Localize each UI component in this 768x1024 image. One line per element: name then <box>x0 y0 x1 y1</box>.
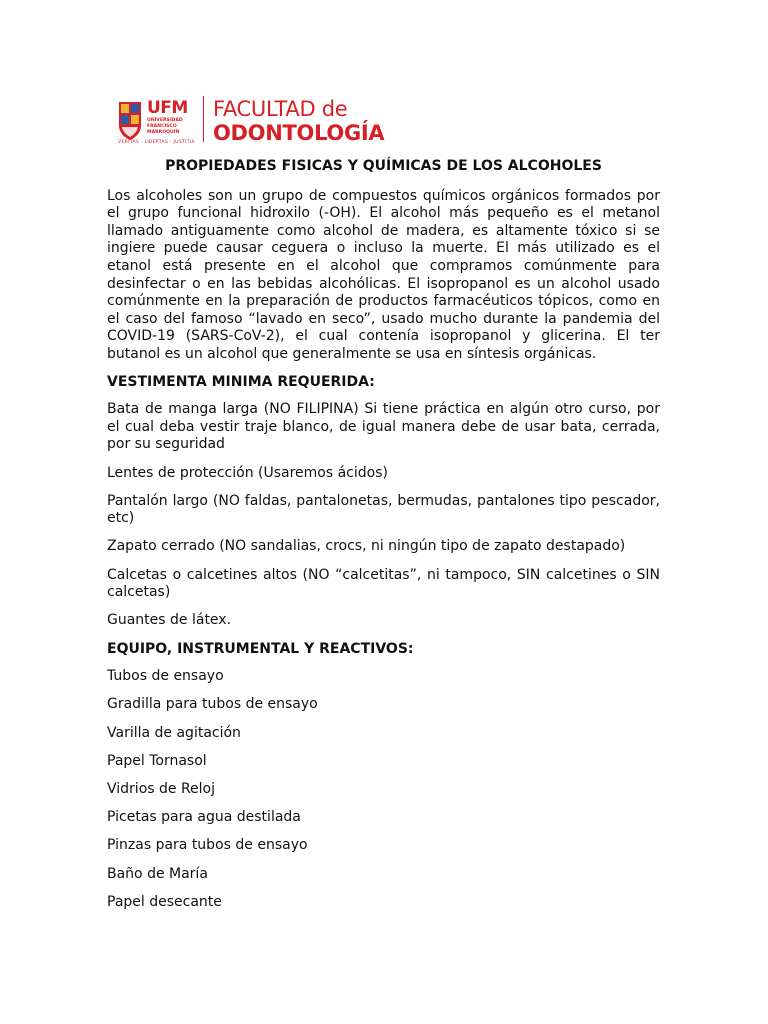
equipment-heading: EQUIPO, INSTRUMENTAL Y REACTIVOS: <box>107 640 414 657</box>
clothing-item: Bata de manga larga (NO FILIPINA) Si tiene práctica en algún otro curso, por el cual deba vestir traje blanco, de igual manera debe de usar bata, cerrada, por su seguridad <box>107 401 660 453</box>
equipment-item: Picetas para agua destilada <box>107 809 301 826</box>
faculty-line-2: ODONTOLOGÍA <box>213 121 385 145</box>
faculty-name <box>213 97 384 145</box>
document-body <box>107 158 660 922</box>
document-title: PROPIEDADES FISICAS Y QUÍMICAS DE LOS ALCOHOLES <box>165 158 602 174</box>
faculty-line-1: FACULTAD de <box>213 97 348 121</box>
equipment-item: Tubos de ensayo <box>107 668 224 685</box>
equipment-item: Papel Tornasol <box>107 752 207 769</box>
clothing-item: Lentes de protección (Usaremos ácidos) <box>107 464 388 481</box>
logo-word: UFM <box>147 98 188 118</box>
equipment-item: Vidrios de Reloj <box>107 780 216 797</box>
clothing-item: Pantalón largo (NO faldas, pantalonetas, bermudas, pantalones tipo pescador, etc) <box>107 492 660 527</box>
equipment-item: Gradilla para tubos de ensayo <box>107 696 318 713</box>
intro-paragraph: Los alcoholes son un grupo de compuestos químicos orgánicos formados por el grupo funcional hidroxilo (-OH). El alcohol más pequeño es el metanol llamado antiguamente como alcohol de madera, es altamente tóxico si se ingiere puede causar ceguera o incluso la muerte. El más utilizado es el etanol está presente en el alcohol que compramos comúnmente para desinfectar o en las bebidas alcohólicas. El isopropanol es un alcohol usado comúnmente en la preparación de productos farmacéuticos tópicos, como en el caso del famoso “lavado en seco”, usado mucho durante la pandemia del COVID-19 (SARS-CoV-2), el cual contenía isopropanol y glicerina. El ter butanol es un alcohol que generalmente se usa en síntesis orgánicas. <box>107 187 660 362</box>
equipment-item: Papel desecante <box>107 893 222 910</box>
clothing-list <box>107 401 660 630</box>
faculty-header <box>118 96 384 152</box>
clothing-item: Calcetas o calcetines altos (NO “calcetitas”, ni tampoco, SIN calcetines o SIN calcetas) <box>107 566 660 601</box>
equipment-item: Baño de María <box>107 865 208 882</box>
logo-motto: VERITAS · LIBERTAS · JUSTITIA <box>118 140 195 145</box>
university-shield-icon <box>118 101 142 141</box>
logo-divider <box>203 96 204 142</box>
equipment-item: Pinzas para tubos de ensayo <box>107 837 308 854</box>
clothing-item: Zapato cerrado (NO sandalias, crocs, ni ningún tipo de zapato destapado) <box>107 538 626 555</box>
equipment-item: Varilla de agitación <box>107 724 241 741</box>
logo-sub-3: MARROQUÍN <box>147 130 180 136</box>
clothing-item: Guantes de látex. <box>107 612 232 629</box>
logo-sub-2: FRANCISCO <box>147 124 177 130</box>
logo-sub-1: UNIVERSIDAD <box>147 118 183 123</box>
ufm-logo <box>147 100 197 136</box>
clothing-heading: VESTIMENTA MINIMA REQUERIDA: <box>107 373 375 390</box>
equipment-list <box>107 668 660 911</box>
